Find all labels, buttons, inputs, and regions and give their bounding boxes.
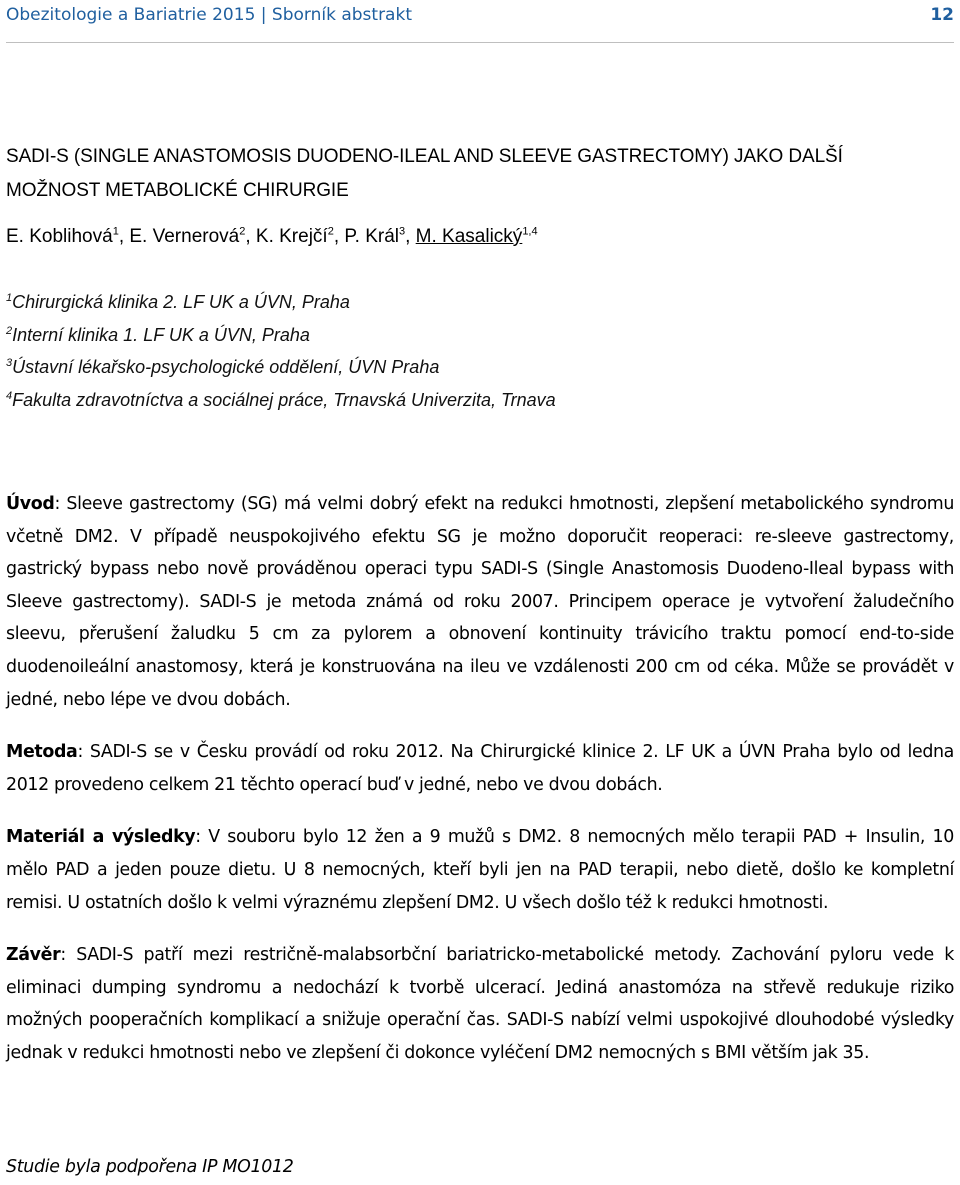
affiliation-item — [6, 351, 946, 384]
abstract-title — [6, 140, 946, 208]
section-label: Metoda — [6, 742, 78, 763]
affiliation-text: Ústavní lékařsko-psychologické oddělení, ÚVN Praha — [12, 357, 440, 377]
section-metoda — [6, 736, 954, 801]
section-material — [6, 821, 954, 919]
author: E. Koblihová — [6, 226, 113, 247]
section-zaver — [6, 939, 954, 1069]
section-label: Úvod — [6, 494, 55, 514]
affiliation-number: 2 — [6, 324, 13, 337]
section-text: : SADI-S se v Česku provádí od roku 2012. Na Chirurgické klinice 2. LF UK a ÚVN Praha bylo od ledna 2012 provedeno celkem 21 těchto operací buď v jedné, nebo ve dvou dobách. — [6, 742, 954, 795]
affiliation-item — [6, 319, 946, 352]
title-line-1: SADI-S (SINGLE ANASTOMOSIS DUODENO-ILEAL AND SLEEVE GASTRECTOMY) JAKO DALŠÍ — [6, 146, 843, 167]
section-label: Závěr — [6, 945, 61, 966]
author: K. Krejčí — [255, 226, 328, 247]
affiliation-number: 3 — [6, 357, 13, 369]
section-label: Materiál a výsledky — [6, 827, 196, 848]
affiliation-text: Fakulta zdravotníctva a sociálnej práce, Trnavská Univerzita, Trnava — [12, 389, 556, 410]
affiliation-text: Chirurgická klinika 2. LF UK a ÚVN, Praha — [12, 292, 350, 312]
affiliation-list — [6, 286, 946, 416]
author: E. Vernerová — [129, 226, 240, 247]
section-text: : Sleeve gastrectomy (SG) má velmi dobrý efekt na redukci hmotnosti, zlepšení metabolického syndromu včetně DM2. V případě neuspokojivého efektu SG je možno doporučit reoperaci: re-sleeve gastrectomy, gastrický bypass nebo nově prováděnou operaci typu SADI-S (Single Anastomosis Duodeno-Ileal bypass with Sleeve gastrectomy). SADI-S je metoda známá od roku 2007. Principem operace je vytvoření žaludečního sleevu, přerušení žaludku 5 cm za pylorem a obnovení kontinuity trávicího traktu pomocí end-to-side duodenoileální anastomosy, která je konstruována na ileu ve vzdálenosti 200 cm od céka. Může se provádět v jedné, nebo lépe ve dvou dobách. — [6, 494, 954, 710]
affiliation-text: Interní klinika 1. LF UK a ÚVN, Praha — [12, 324, 310, 345]
abstract-body — [6, 488, 954, 1070]
author-affil-ref: 1 — [112, 225, 119, 238]
author-affil-ref: 1,4 — [522, 225, 538, 238]
running-title: Obezitologie a Bariatrie 2015 | Sborník abstrakt — [6, 5, 412, 25]
section-text: : SADI-S patří mezi restričně-malabsorbční bariatricko-metabolické metody. Zachování pyloru vede k eliminaci dumping syndromu a nedochází k tvorbě ulcerací. Jediná anastomóza na střevě redukuje riziko možných pooperačních komplikací a snižuje operační čas. SADI-S nabízí velmi uspokojivé dlouhodobé výsledky jednak v redukci hmotnosti nebo ve zlepšení či dokonce vyléčení DM2 nemocných s BMI větším jak 35. — [6, 945, 954, 1063]
title-line-2: MOŽNOST METABOLICKÉ CHIRURGIE — [6, 180, 349, 201]
section-text: : V souboru bylo 12 žen a 9 mužů s DM2. 8 nemocných mělo terapii PAD + Insulin, 10 mělo PAD a jeden pouze dietu. U 8 nemocných, kteří byli jen na PAD terapii, nebo dietě, došlo ke kompletní remisi. U ostatních došlo k velmi výraznému zlepšení DM2. U všech došlo též k redukci hmotnosti. — [6, 827, 954, 913]
affiliation-number: 4 — [6, 389, 13, 402]
author-affil-ref: 2 — [239, 225, 246, 238]
page-number: 12 — [930, 5, 954, 25]
affiliation-item — [6, 286, 946, 319]
author: P. Král — [344, 226, 399, 247]
presenting-author: M. Kasalický — [415, 226, 523, 247]
page-header — [6, 0, 954, 43]
section-uvod — [6, 488, 954, 716]
author-affil-ref: 3 — [398, 225, 406, 238]
affiliation-number: 1 — [6, 292, 13, 304]
affiliation-item — [6, 384, 946, 417]
author-list: E. Koblihová$^1$, E. Vernerová$^2$, K. Krejčí$^2$, P. Král$^3$, M. Kasalický$^{1,4}$ — [6, 225, 538, 247]
author-affil-ref: 2 — [327, 225, 334, 238]
funding-note: Studie byla podpořena IP MO1012 — [6, 1157, 294, 1177]
